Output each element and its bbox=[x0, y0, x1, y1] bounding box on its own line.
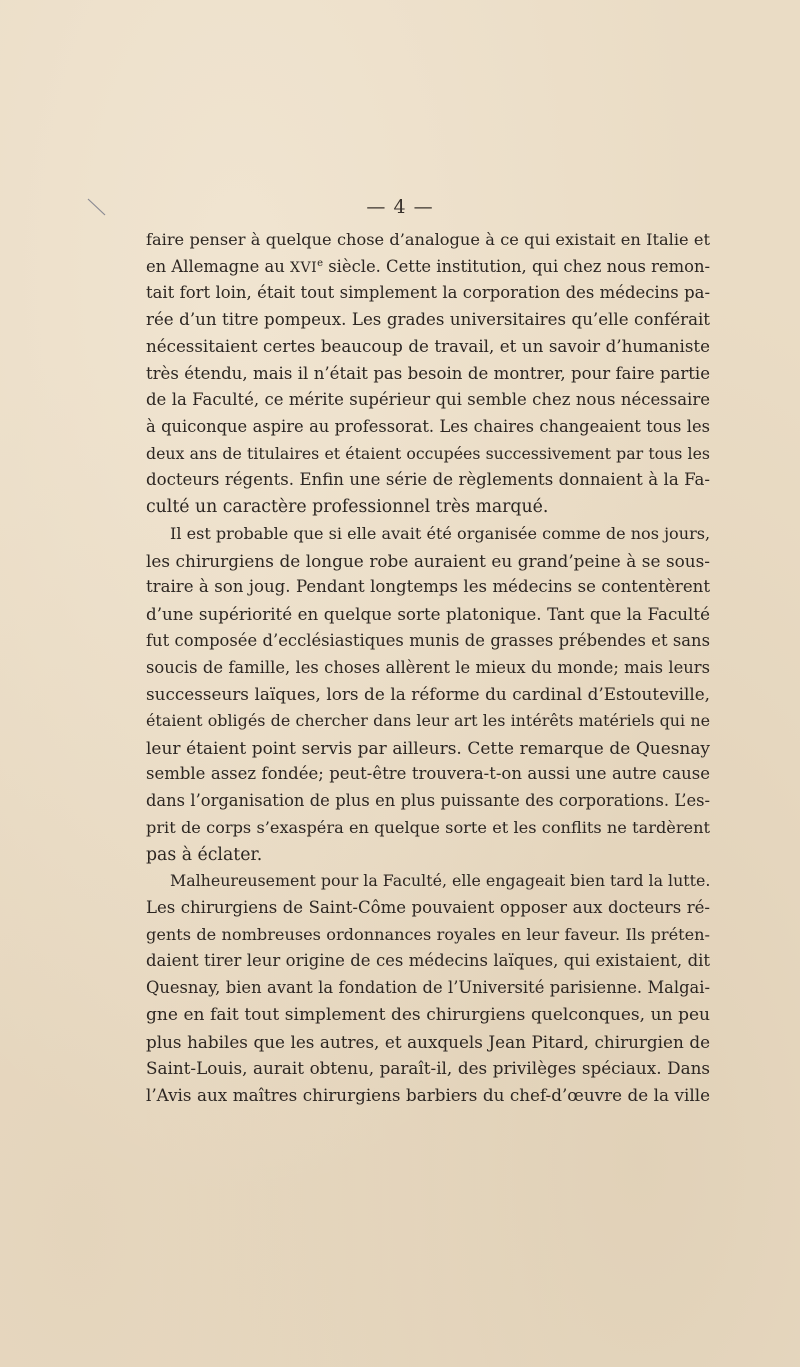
text-line: semble assez fondée; peut-être trouvera-t-on aussi une autre cause bbox=[146, 764, 710, 784]
text-line: d’une supériorité en quelque sorte platonique. Tant que la Faculté bbox=[146, 604, 710, 625]
text-line: prit de corps s’exaspéra en quelque sorte et les conflits ne tardèrent bbox=[146, 817, 710, 837]
text-line: en Allemagne au XVIe siècle. Cette institution, qui chez nous remon- bbox=[146, 256, 711, 276]
text-line: soucis de famille, les choses allèrent le mieux du monde; mais leurs bbox=[146, 657, 710, 677]
text-line: pas à éclater. bbox=[146, 844, 263, 865]
century-numeral: XVI bbox=[290, 259, 318, 276]
text-line: les chirurgiens de longue robe auraient eu grand’peine à se sous- bbox=[146, 550, 710, 571]
text-line: traire à son joug. Pendant longtemps les médecins se contentèrent bbox=[146, 577, 710, 597]
text-line: Malheureusement pour la Faculté, elle engageait bien tard la lutte. bbox=[170, 871, 711, 891]
text-line: Il est probable que si elle avait été organisée comme de nos jours, bbox=[170, 523, 711, 543]
text-line: successeurs laïques, lors de la réforme du cardinal d’Estouteville, bbox=[146, 684, 710, 705]
text-line: gents de nombreuses ordonnances royales en leur faveur. Ils préten- bbox=[146, 924, 710, 944]
body-text bbox=[146, 227, 710, 1109]
text-line: leur étaient point servis par ailleurs. Cette remarque de Quesnay bbox=[146, 737, 710, 758]
page-number: — 4 — bbox=[366, 196, 434, 218]
text-line: rée d’un titre pompeux. Les grades universitaires qu’elle conférait bbox=[146, 310, 710, 330]
text-line: culté un caractère professionnel très marqué. bbox=[146, 497, 549, 518]
text-line: gne en fait tout simplement des chirurgiens quelconques, un peu bbox=[146, 1004, 710, 1025]
text-line: de la Faculté, ce mérite supérieur qui semble chez nous nécessaire bbox=[146, 390, 710, 410]
text-line: tait fort loin, était tout simplement la corporation des médecins pa- bbox=[146, 283, 710, 303]
text-line: fut composée d’ecclésiastiques munis de grasses prébendes et sans bbox=[146, 630, 710, 650]
text-line: très étendu, mais il n’était pas besoin de montrer, pour faire partie bbox=[146, 363, 710, 383]
superscript: e bbox=[317, 257, 324, 269]
text-line: dans l’organisation de plus en plus puissante des corporations. L’es- bbox=[146, 791, 710, 811]
text-line: Les chirurgiens de Saint-Côme pouvaient opposer aux docteurs ré- bbox=[146, 897, 710, 917]
text-line: Saint-Louis, aurait obtenu, paraît-il, des privilèges spéciaux. Dans bbox=[146, 1058, 710, 1079]
text-line: étaient obligés de chercher dans leur art les intérêts matériels qui ne bbox=[146, 710, 710, 730]
text-line: l’Avis aux maîtres chirurgiens barbiers du chef-d’œuvre de la ville bbox=[146, 1085, 710, 1105]
text-line: plus habiles que les autres, et auxquels Jean Pitard, chirurgien de bbox=[146, 1031, 710, 1052]
text-line: docteurs régents. Enfin une série de règlements donnaient à la Fa- bbox=[146, 470, 710, 490]
text-line: faire penser à quelque chose d’analogue à ce qui existait en Italie et bbox=[146, 230, 710, 249]
text-line: à quiconque aspire au professorat. Les chaires changeaient tous les bbox=[146, 417, 710, 437]
text-line: deux ans de titulaires et étaient occupées successivement par tous les bbox=[146, 443, 710, 463]
text-line: nécessitaient certes beaucoup de travail, et un savoir d’humaniste bbox=[146, 336, 710, 356]
text-line: daient tirer leur origine de ces médecins laïques, qui existaient, dit bbox=[146, 951, 710, 971]
text-line: Quesnay, bien avant la fondation de l’Université parisienne. Malgai- bbox=[146, 978, 710, 998]
